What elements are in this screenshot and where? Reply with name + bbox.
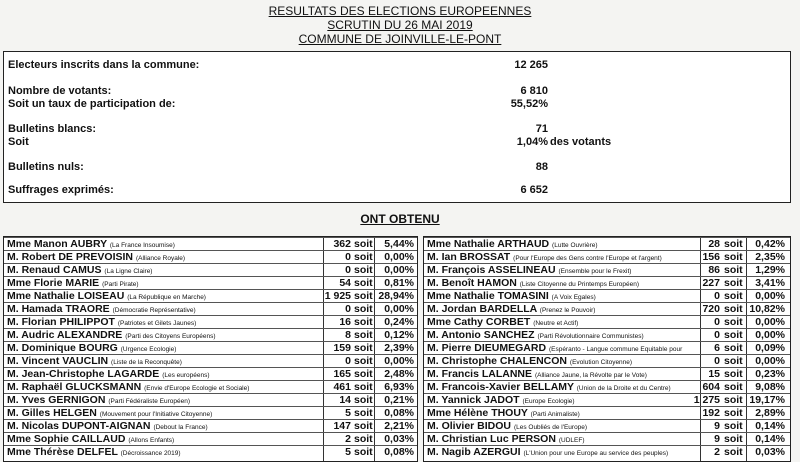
candidate-percentage: 0,08% — [384, 446, 414, 458]
soit-label: soit — [724, 394, 743, 406]
summary-label: Soit un taux de participation de: — [8, 98, 176, 110]
candidate-percentage: 6,93% — [384, 381, 414, 393]
candidate-percentage: 0,00% — [755, 355, 785, 367]
candidate-row — [424, 302, 790, 316]
candidate-party: (Lutte Ouvrière) — [552, 242, 598, 249]
candidate-name: M. Robert DE PREVOISIN — [7, 251, 134, 263]
candidate-party: (Debout la France) — [153, 424, 208, 431]
candidate-party: (Europe Ecologie) — [522, 398, 575, 405]
candidate-percentage: 0,00% — [384, 264, 414, 276]
soit-label: soit — [724, 290, 743, 302]
candidate-party: (Parti Pirate) — [102, 281, 139, 288]
summary-label: Soit — [8, 136, 29, 148]
soit-label: soit — [354, 381, 373, 393]
candidate-percentage: 0,00% — [755, 329, 785, 341]
candidate-votes: 9 — [714, 420, 720, 432]
candidate-percentage: 2,21% — [384, 420, 414, 432]
summary-label: Electeurs inscrits dans la commune: — [8, 59, 200, 71]
candidate-party: (Décroissance 2019) — [120, 450, 181, 457]
candidate-name: M. Christian Luc PERSON — [427, 433, 556, 445]
summary-value: 6 652 — [520, 184, 548, 196]
ont-obtenu-heading: ONT OBTENU — [360, 212, 440, 226]
candidate-party: (Prenez le Pouvoir) — [539, 307, 596, 314]
soit-label: soit — [724, 433, 743, 445]
candidate-name: M. Renaud CAMUS — [7, 264, 102, 276]
summary-value: 12 265 — [514, 59, 548, 71]
candidate-name: M. Jordan BARDELLA — [427, 303, 537, 315]
candidate-percentage: 9,08% — [755, 381, 785, 393]
candidate-party: (Liste de la Reconquête) — [111, 359, 182, 366]
candidate-party: (Patriotes et Gilets Jaunes) — [117, 320, 197, 327]
candidate-party: (Parti Révolutionnaire Communistes) — [537, 333, 644, 340]
candidate-percentage: 0,00% — [384, 251, 414, 263]
candidate-row — [424, 445, 790, 459]
title-line-2: SCRUTIN DU 26 MAI 2019 — [327, 18, 473, 32]
candidate-name-cell — [427, 446, 695, 460]
results-table-right — [423, 236, 791, 462]
soit-label: soit — [354, 446, 373, 458]
candidate-votes: 6 — [714, 342, 720, 354]
candidate-votes: 54 — [339, 277, 351, 289]
candidate-percentage: 0,24% — [384, 316, 414, 328]
candidate-party: (La République en Marche) — [127, 294, 206, 301]
soit-label: soit — [724, 316, 743, 328]
candidate-row — [4, 445, 417, 459]
soit-label: soit — [724, 420, 743, 432]
candidate-percentage: 2,48% — [384, 368, 414, 380]
candidate-row — [4, 263, 417, 277]
candidate-votes: 1 925 — [324, 290, 351, 302]
candidate-name: Mme Florie MARIE — [7, 277, 100, 289]
candidate-row — [4, 367, 417, 381]
summary-value: 88 — [535, 161, 548, 173]
soit-label: soit — [724, 238, 743, 250]
candidate-name: M. Dominique BOURG — [7, 342, 118, 354]
candidate-party: (Evolution Citoyenne) — [569, 359, 633, 366]
candidate-percentage: 0,81% — [384, 277, 414, 289]
summary-value: 6 810 — [520, 85, 548, 97]
candidate-name: M. Gilles HELGEN — [7, 407, 97, 419]
candidate-votes: 0 — [714, 355, 720, 367]
summary-extra: des votants — [550, 136, 612, 148]
candidate-name: M. Antonio SANCHEZ — [427, 329, 535, 341]
soit-label: soit — [354, 290, 373, 302]
candidate-percentage: 0,03% — [755, 446, 785, 458]
candidate-votes: 0 — [345, 355, 351, 367]
soit-label: soit — [724, 329, 743, 341]
candidate-percentage: 0,14% — [755, 420, 785, 432]
candidate-row — [4, 276, 417, 290]
candidate-party: (UDLEF) — [558, 437, 585, 444]
candidate-votes: 2 — [714, 446, 720, 458]
summary-label: Bulletins blancs: — [8, 123, 97, 135]
candidate-votes: 14 — [339, 394, 351, 406]
candidate-votes: 9 — [714, 433, 720, 445]
candidate-name: M. Vincent VAUCLIN — [7, 355, 109, 367]
soit-label: soit — [354, 316, 373, 328]
candidate-votes: 0 — [714, 329, 720, 341]
candidate-percentage: 0,42% — [755, 238, 785, 250]
candidate-row — [4, 354, 417, 368]
candidate-votes: 192 — [702, 407, 720, 419]
soit-label: soit — [354, 251, 373, 263]
candidate-party: (Envie d'Europe Ecologie et Sociale) — [144, 385, 250, 392]
candidate-row — [4, 302, 417, 316]
candidate-row — [4, 432, 417, 446]
soit-label: soit — [354, 368, 373, 380]
candidate-percentage: 0,23% — [755, 368, 785, 380]
candidate-percentage: 2,39% — [384, 342, 414, 354]
soit-label: soit — [354, 342, 373, 354]
candidate-votes: 1 275 — [693, 394, 720, 406]
soit-label: soit — [724, 381, 743, 393]
candidate-percentage: 0,12% — [384, 329, 414, 341]
candidate-name-cell — [7, 446, 318, 460]
soit-label: soit — [354, 264, 373, 276]
summary-label: Suffrages exprimés: — [8, 184, 114, 196]
candidate-party: (Parti des Citoyens Européens) — [125, 333, 216, 340]
candidate-row — [424, 393, 790, 407]
candidate-percentage: 0,00% — [755, 290, 785, 302]
candidate-name: M. Audric ALEXANDRE — [7, 329, 123, 341]
soit-label: soit — [724, 264, 743, 276]
candidate-row — [4, 315, 417, 329]
candidate-votes: 0 — [345, 303, 351, 315]
candidate-percentage: 2,35% — [755, 251, 785, 263]
candidate-votes: 362 — [333, 238, 351, 250]
candidate-name: M. Florian PHILIPPOT — [7, 316, 115, 328]
candidate-row — [424, 380, 790, 394]
candidate-name: Mme Sophie CAILLAUD — [7, 433, 126, 445]
candidate-row — [424, 315, 790, 329]
candidate-name: Mme Nathalie LOISEAU — [7, 290, 125, 302]
candidate-party: (Ensemble pour le Frexit) — [558, 268, 632, 275]
candidate-percentage: 10,82% — [749, 303, 785, 315]
soit-label: soit — [354, 407, 373, 419]
candidate-party: (Mouvement pour l'Initiative Citoyenne) — [99, 411, 213, 418]
candidate-row — [4, 250, 417, 264]
candidate-name: M. Hamada TRAORE — [7, 303, 110, 315]
candidate-name: M. François ASSELINEAU — [427, 264, 556, 276]
candidate-row — [4, 237, 417, 251]
candidate-votes: 165 — [333, 368, 351, 380]
candidate-votes: 0 — [345, 264, 351, 276]
soit-label: soit — [354, 433, 373, 445]
candidate-row — [424, 432, 790, 446]
candidate-name: Mme Nathalie TOMASINI — [427, 290, 549, 302]
candidate-row — [424, 289, 790, 303]
soit-label: soit — [724, 342, 743, 354]
soit-label: soit — [354, 329, 373, 341]
soit-label: soit — [354, 277, 373, 289]
candidate-votes: 15 — [708, 368, 720, 380]
candidate-name: M. Nagib AZERGUI — [427, 446, 521, 458]
soit-label: soit — [354, 420, 373, 432]
candidate-party: (Les européens) — [162, 372, 210, 379]
summary-label: Bulletins nuls: — [8, 161, 84, 173]
candidate-votes: 5 — [345, 407, 351, 419]
candidate-votes: 16 — [339, 316, 351, 328]
candidate-party: (A Voix Egales) — [551, 294, 596, 301]
title-line-1: RESULTATS DES ELECTIONS EUROPEENNES — [268, 4, 532, 18]
candidate-row — [424, 406, 790, 420]
candidate-party: (L'Union pour une Europe au service des peuples) — [523, 450, 669, 457]
soit-label: soit — [724, 277, 743, 289]
soit-label: soit — [724, 368, 743, 380]
candidate-party: (Parti Fédéraliste Européen) — [108, 398, 191, 405]
candidate-party: (Union de la Droite et du Centre) — [576, 385, 671, 392]
candidate-votes: 0 — [714, 290, 720, 302]
candidate-name: M. Olivier BIDOU — [427, 420, 512, 432]
candidate-row — [424, 237, 790, 251]
candidate-row — [424, 419, 790, 433]
candidate-percentage: 1,29% — [755, 264, 785, 276]
candidate-row — [4, 406, 417, 420]
candidate-votes: 2 — [345, 433, 351, 445]
candidate-percentage: 0,14% — [755, 433, 785, 445]
soit-label: soit — [724, 446, 743, 458]
soit-label: soit — [354, 303, 373, 315]
candidate-name: M. Ian BROSSAT — [427, 251, 511, 263]
candidate-row — [424, 341, 790, 355]
candidate-name: M. Francois-Xavier BELLAMY — [427, 381, 574, 393]
candidate-party: (La France Insoumise) — [109, 242, 175, 249]
candidate-votes: 0 — [714, 316, 720, 328]
candidate-party: (Urgence Ecologie) — [120, 346, 177, 353]
summary-value: 71 — [535, 123, 548, 135]
candidate-votes: 0 — [345, 251, 351, 263]
candidate-votes: 8 — [345, 329, 351, 341]
candidate-percentage: 28,94% — [378, 290, 414, 302]
candidate-votes: 720 — [702, 303, 720, 315]
candidate-name: M. Yves GERNIGON — [7, 394, 106, 406]
candidate-name: Mme Manon AUBRY — [7, 238, 107, 250]
candidate-percentage: 0,00% — [755, 316, 785, 328]
candidate-row — [4, 289, 417, 303]
candidate-votes: 147 — [333, 420, 351, 432]
soit-label: soit — [724, 251, 743, 263]
candidate-party: (Espéranto - Langue commune Equitable pour — [548, 346, 683, 353]
candidate-votes: 227 — [702, 277, 720, 289]
candidate-votes: 156 — [702, 251, 720, 263]
candidate-name: Mme Nathalie ARTHAUD — [427, 238, 550, 250]
candidate-row — [424, 328, 790, 342]
candidate-party: (Démocratie Représentative) — [112, 307, 196, 314]
candidate-percentage: 0,00% — [384, 303, 414, 315]
candidate-party: (Pour l'Europe des Gens contre l'Europe et l'argent) — [513, 255, 662, 262]
candidate-party: (Parti Animaliste) — [530, 411, 580, 418]
candidate-percentage: 0,03% — [384, 433, 414, 445]
title-line-3: COMMUNE DE JOINVILLE-LE-PONT — [298, 32, 502, 46]
candidate-name: M. Nicolas DUPONT-AIGNAN — [7, 420, 151, 432]
candidate-name: M. Raphaël GLUCKSMANN — [7, 381, 142, 393]
candidate-votes: 604 — [702, 381, 720, 393]
candidate-row — [4, 419, 417, 433]
candidate-percentage: 19,17% — [749, 394, 785, 406]
candidate-percentage: 0,08% — [384, 407, 414, 419]
candidate-row — [4, 380, 417, 394]
soit-label: soit — [354, 394, 373, 406]
candidate-party: (Liste Citoyenne du Printemps Européen) — [519, 281, 639, 288]
candidate-name: M. Francis LALANNE — [427, 368, 533, 380]
soit-label: soit — [354, 238, 373, 250]
candidate-percentage: 0,21% — [384, 394, 414, 406]
candidate-votes: 86 — [708, 264, 720, 276]
candidate-name: M. Benoît HAMON — [427, 277, 517, 289]
summary-label: Nombre de votants: — [8, 85, 112, 97]
candidate-votes: 5 — [345, 446, 351, 458]
results-table-left — [3, 236, 418, 462]
summary-value: 1,04% — [516, 136, 548, 148]
candidate-party: (Alliance Jaune, la Révolte par le Vote) — [534, 372, 647, 379]
candidate-name: M. Pierre DIEUMEGARD — [427, 342, 547, 354]
candidate-row — [424, 276, 790, 290]
candidate-row — [424, 250, 790, 264]
candidate-votes: 28 — [708, 238, 720, 250]
candidate-percentage: 2,89% — [755, 407, 785, 419]
soit-label: soit — [724, 303, 743, 315]
candidate-row — [4, 341, 417, 355]
candidate-name: Mme Thérèse DELFEL — [7, 446, 118, 458]
candidate-name: M. Christophe CHALENCON — [427, 355, 567, 367]
candidate-party: (Les Oubliés de l'Europe) — [513, 424, 588, 431]
candidate-row — [4, 328, 417, 342]
candidate-party: (Allons Enfants) — [128, 437, 175, 444]
soit-label: soit — [354, 355, 373, 367]
candidate-name: Mme Hélène THOUY — [427, 407, 528, 419]
summary-box — [3, 51, 791, 203]
candidate-party: (Neutre et Actif) — [533, 320, 579, 327]
candidate-row — [424, 263, 790, 277]
summary-value: 55,52% — [510, 98, 548, 110]
candidate-party: (Alliance Royale) — [135, 255, 186, 262]
candidate-percentage: 0,00% — [384, 355, 414, 367]
candidate-name: Mme Cathy CORBET — [427, 316, 531, 328]
candidate-party: (La Ligne Claire) — [104, 268, 153, 275]
candidate-percentage: 0,09% — [755, 342, 785, 354]
candidate-percentage: 5,44% — [384, 238, 414, 250]
candidate-votes: 461 — [333, 381, 351, 393]
candidate-percentage: 3,41% — [755, 277, 785, 289]
candidate-name: M. Yannick JADOT — [427, 394, 520, 406]
candidate-name: M. Jean-Christophe LAGARDE — [7, 368, 160, 380]
candidate-row — [424, 354, 790, 368]
soit-label: soit — [724, 355, 743, 367]
soit-label: soit — [724, 407, 743, 419]
candidate-row — [4, 393, 417, 407]
candidate-votes: 159 — [333, 342, 351, 354]
candidate-row — [424, 367, 790, 381]
